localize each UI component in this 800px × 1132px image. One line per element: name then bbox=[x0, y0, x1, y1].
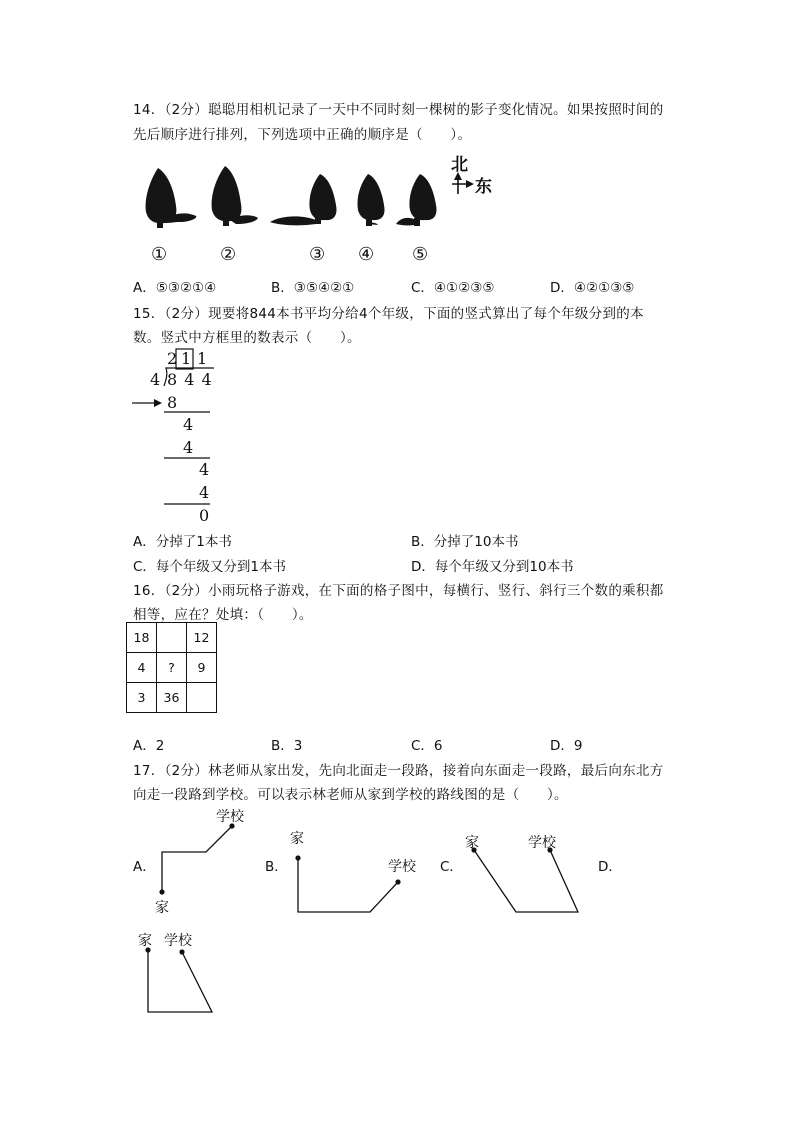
quotient-digit-2: 1 bbox=[181, 349, 192, 368]
q14-text-line1: 14．（2分）聪聪用相机记录了一天中不同时刻一棵树的影子变化情况。如果按照时间的 bbox=[133, 102, 664, 118]
grid-cell: ? bbox=[157, 653, 187, 683]
q17-text-line1: 17．（2分）林老师从家出发，先向北面走一段路，接着向东面走一段路，最后向东北方 bbox=[133, 763, 664, 779]
q14-text-line2: 先后顺序进行排列，下列选项中正确的顺序是（ ）。 bbox=[133, 127, 472, 143]
route-a-path bbox=[162, 826, 232, 892]
grid-cell: 9 bbox=[187, 653, 217, 683]
grid-cell: 3 bbox=[127, 683, 157, 713]
route-c-school-label: 学校 bbox=[528, 835, 556, 851]
compass-arrows bbox=[452, 172, 474, 194]
q15-text-line1: 15．（2分）现要将844本书平均分给4个年级，下面的竖式算出了每个年级分到的本 bbox=[133, 306, 644, 322]
route-a-home-label: 家 bbox=[155, 900, 169, 916]
tree-5-image bbox=[396, 174, 437, 226]
q17-option-a[interactable]: A． bbox=[133, 859, 156, 875]
compass-north-label: 北 bbox=[451, 155, 468, 175]
grid-cell: 18 bbox=[127, 623, 157, 653]
q16-text-line2: 相等，应在？处填：（ ）。 bbox=[133, 607, 313, 623]
q16-option-d[interactable]: D．9 bbox=[550, 738, 583, 754]
number-grid bbox=[126, 622, 217, 713]
division-step-3: 4 bbox=[183, 438, 194, 457]
quotient-digit-1: 2 bbox=[167, 349, 178, 368]
q15-option-d[interactable]: D．每个年级又分到10本书 bbox=[411, 559, 574, 575]
grid-cell: 12 bbox=[187, 623, 217, 653]
q16-option-c[interactable]: C．6 bbox=[411, 738, 443, 754]
divisor: 4 bbox=[150, 370, 161, 389]
route-a-school-label: 学校 bbox=[216, 809, 244, 825]
q15-option-c[interactable]: C．每个年级又分到1本书 bbox=[133, 559, 287, 575]
q15-option-b[interactable]: B．分掉了10本书 bbox=[411, 534, 519, 550]
route-a-home-dot bbox=[159, 889, 164, 894]
route-d-school-label: 学校 bbox=[164, 933, 192, 949]
route-d-home-label: 家 bbox=[138, 933, 152, 949]
q17-option-d[interactable]: D． bbox=[598, 859, 622, 875]
q17-option-c[interactable]: C． bbox=[440, 859, 463, 875]
grid-cell bbox=[187, 683, 217, 713]
division-step-4: 4 bbox=[199, 460, 210, 479]
tree-label-4: ④ bbox=[358, 244, 375, 265]
q16-option-a[interactable]: A．2 bbox=[133, 738, 165, 754]
dividend: 8 4 4 bbox=[167, 370, 213, 389]
route-b-school-label: 学校 bbox=[388, 859, 416, 875]
division-step-5: 4 bbox=[199, 483, 210, 502]
q17-option-b[interactable]: B． bbox=[265, 859, 288, 875]
arrow-head bbox=[154, 399, 162, 407]
route-c-path bbox=[474, 850, 578, 912]
route-maps bbox=[0, 800, 800, 1030]
q15-text-line2: 数。竖式中方框里的数表示（ ）。 bbox=[133, 330, 361, 346]
q14-option-b[interactable]: B．③⑤④②① bbox=[271, 280, 355, 296]
division-step-6: 0 bbox=[199, 506, 210, 525]
tree-label-2: ② bbox=[220, 244, 237, 265]
route-b-path bbox=[298, 858, 398, 912]
quotient-digit-3: 1 bbox=[197, 349, 208, 368]
q16-option-b[interactable]: B．3 bbox=[271, 738, 303, 754]
tree-shadow-figure bbox=[130, 150, 500, 250]
grid-cell: 4 bbox=[127, 653, 157, 683]
tree-4-image bbox=[357, 174, 384, 226]
q14-option-a[interactable]: A．⑤③②①④ bbox=[133, 280, 217, 296]
grid-cell bbox=[157, 623, 187, 653]
tree-3-image bbox=[270, 174, 337, 225]
route-b-home-dot bbox=[295, 855, 300, 860]
tree-label-1: ① bbox=[151, 244, 168, 265]
route-b-home-label: 家 bbox=[290, 831, 304, 847]
q15-option-a[interactable]: A．分掉了1本书 bbox=[133, 534, 232, 550]
q17-text-line2: 向走一段路到学校。可以表示林老师从家到学校的路线图的是（ ）。 bbox=[133, 787, 568, 803]
route-d-school-dot bbox=[179, 949, 184, 954]
route-c-home-label: 家 bbox=[465, 835, 479, 851]
compass-east-label: 东 bbox=[475, 177, 492, 197]
division-step-2: 4 bbox=[183, 415, 194, 434]
division-step-1: 8 bbox=[167, 393, 178, 412]
grid-row bbox=[127, 623, 217, 653]
route-b-school-dot bbox=[395, 879, 400, 884]
grid-cell: 36 bbox=[157, 683, 187, 713]
tree-label-5: ⑤ bbox=[412, 244, 429, 265]
grid-row bbox=[127, 653, 217, 683]
q16-text-line1: 16．（2分）小雨玩格子游戏，在下面的格子图中，每横行、竖行、斜行三个数的乘积都 bbox=[133, 583, 664, 599]
tree-2-image bbox=[212, 166, 258, 226]
q14-option-d[interactable]: D．④②①③⑤ bbox=[550, 280, 635, 296]
tree-1-image bbox=[146, 168, 197, 228]
grid-row bbox=[127, 683, 217, 713]
q14-option-c[interactable]: C．④①②③⑤ bbox=[411, 280, 495, 296]
tree-label-3: ③ bbox=[309, 244, 326, 265]
route-d-path bbox=[148, 950, 212, 1012]
